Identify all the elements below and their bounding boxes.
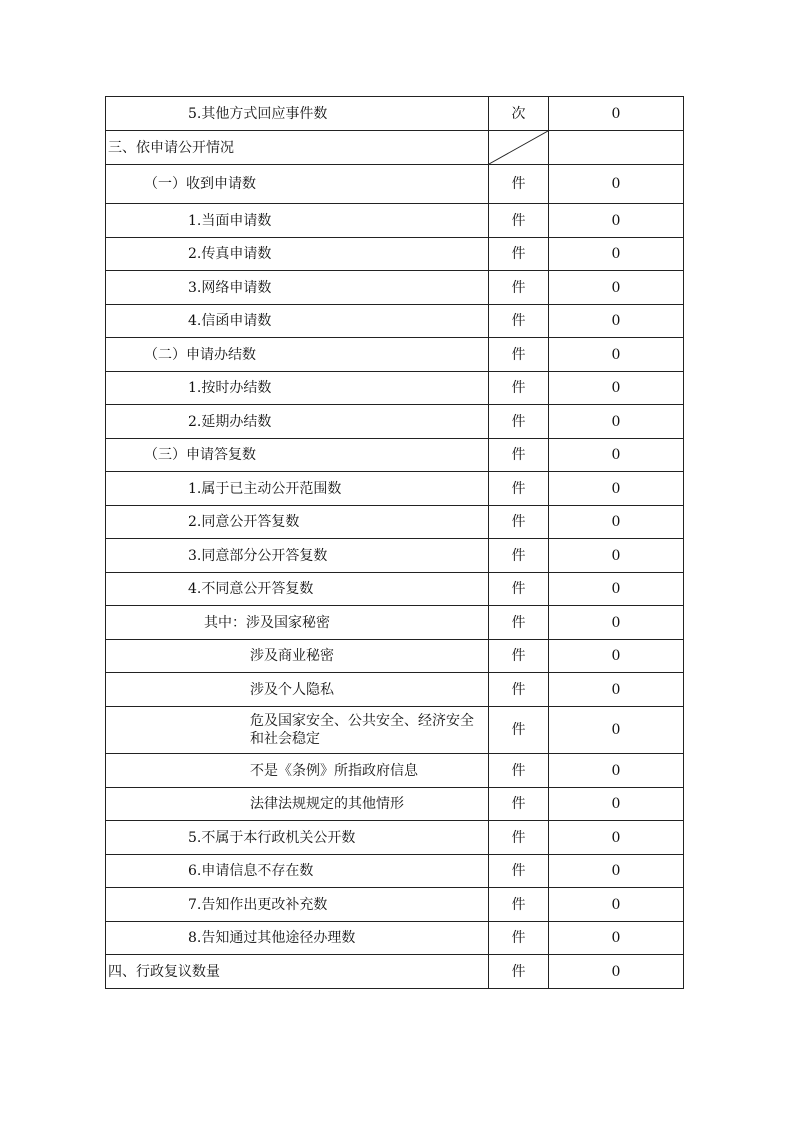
- table-row: [106, 506, 684, 539]
- value-cell: 0: [549, 372, 684, 405]
- statistics-table: [105, 96, 684, 989]
- item-label: 2.延期办结数: [106, 405, 489, 439]
- table-row: [106, 855, 684, 888]
- unit-cell: 件: [489, 405, 549, 439]
- unit-cell: 件: [489, 955, 549, 989]
- unit-cell: 件: [489, 506, 549, 539]
- unit-cell: 件: [489, 439, 549, 472]
- section-title: 四、行政复议数量: [106, 955, 489, 989]
- value-cell: 0: [549, 439, 684, 472]
- item-label: 7.告知作出更改补充数: [106, 888, 489, 922]
- diagonal-cell: [489, 131, 549, 165]
- table-row: [106, 305, 684, 338]
- item-label: （二）申请办结数: [106, 338, 489, 372]
- unit-cell: 件: [489, 305, 549, 338]
- item-label: 6.申请信息不存在数: [106, 855, 489, 888]
- unit-cell: 件: [489, 238, 549, 271]
- unit-cell: 件: [489, 754, 549, 788]
- item-label: 3.网络申请数: [106, 271, 489, 305]
- unit-cell: 件: [489, 788, 549, 821]
- value-cell: 0: [549, 338, 684, 372]
- unit-cell: 件: [489, 204, 549, 238]
- table-row: [106, 573, 684, 606]
- table-row: [106, 539, 684, 573]
- table-row: [106, 97, 684, 131]
- item-label: （一）收到申请数: [106, 165, 489, 204]
- table-row: [106, 640, 684, 673]
- item-label: 2.同意公开答复数: [106, 506, 489, 539]
- table-row: [106, 754, 684, 788]
- table-row: [106, 922, 684, 955]
- value-cell: 0: [549, 472, 684, 506]
- item-label: 1.当面申请数: [106, 204, 489, 238]
- unit-cell: 件: [489, 372, 549, 405]
- unit-cell: 件: [489, 573, 549, 606]
- unit-cell: 件: [489, 472, 549, 506]
- value-cell: 0: [549, 640, 684, 673]
- table-row: [106, 472, 684, 506]
- table-row: [106, 372, 684, 405]
- value-cell: 0: [549, 707, 684, 754]
- value-cell: 0: [549, 821, 684, 855]
- table-row: [106, 439, 684, 472]
- table-row: [106, 405, 684, 439]
- value-cell: 0: [549, 97, 684, 131]
- item-label: 4.信函申请数: [106, 305, 489, 338]
- table-row: [106, 271, 684, 305]
- item-label: 8.告知通过其他途径办理数: [106, 922, 489, 955]
- unit-cell: 件: [489, 707, 549, 754]
- item-label: 4.不同意公开答复数: [106, 573, 489, 606]
- unit-cell: 次: [489, 97, 549, 131]
- item-label: 5.不属于本行政机关公开数: [106, 821, 489, 855]
- table-row: [106, 788, 684, 821]
- item-label-cell: [106, 707, 489, 754]
- item-label: 3.同意部分公开答复数: [106, 539, 489, 573]
- value-cell: 0: [549, 405, 684, 439]
- table-row: [106, 707, 684, 754]
- value-cell: 0: [549, 539, 684, 573]
- table-row: [106, 821, 684, 855]
- value-cell: 0: [549, 922, 684, 955]
- table-row: [106, 204, 684, 238]
- table-row: [106, 673, 684, 707]
- value-cell: 0: [549, 606, 684, 640]
- value-cell: 0: [549, 855, 684, 888]
- item-label: 2.传真申请数: [106, 238, 489, 271]
- section-header-row: [106, 955, 684, 989]
- unit-cell: 件: [489, 338, 549, 372]
- value-cell: 0: [549, 573, 684, 606]
- value-cell: 0: [549, 788, 684, 821]
- item-label: 法律法规规定的其他情形: [106, 788, 489, 821]
- unit-cell: 件: [489, 673, 549, 707]
- table-row: [106, 238, 684, 271]
- value-cell: [549, 131, 684, 165]
- section-title: 三、依申请公开情况: [106, 131, 489, 165]
- diagonal-line-icon: [489, 131, 548, 164]
- item-label: 涉及个人隐私: [106, 673, 489, 707]
- item-label: 其中：涉及国家秘密: [106, 606, 489, 640]
- value-cell: 0: [549, 305, 684, 338]
- value-cell: 0: [549, 673, 684, 707]
- item-label: 危及国家安全、公共安全、经济安全和社会稳定: [250, 713, 474, 747]
- unit-cell: 件: [489, 855, 549, 888]
- table-row: [106, 606, 684, 640]
- section-header-row: [106, 131, 684, 165]
- unit-cell: 件: [489, 922, 549, 955]
- table-row: [106, 165, 684, 204]
- item-label: 5.其他方式回应事件数: [106, 97, 489, 131]
- value-cell: 0: [549, 955, 684, 989]
- unit-cell: 件: [489, 640, 549, 673]
- value-cell: 0: [549, 204, 684, 238]
- value-cell: 0: [549, 754, 684, 788]
- value-cell: 0: [549, 238, 684, 271]
- table-row: [106, 888, 684, 922]
- item-label: 涉及商业秘密: [106, 640, 489, 673]
- value-cell: 0: [549, 506, 684, 539]
- unit-cell: 件: [489, 888, 549, 922]
- value-cell: 0: [549, 888, 684, 922]
- table-row: [106, 338, 684, 372]
- item-label: （三）申请答复数: [106, 439, 489, 472]
- unit-cell: 件: [489, 821, 549, 855]
- value-cell: 0: [549, 271, 684, 305]
- unit-cell: 件: [489, 539, 549, 573]
- item-label: 1.属于已主动公开范围数: [106, 472, 489, 506]
- unit-cell: 件: [489, 271, 549, 305]
- unit-cell: 件: [489, 606, 549, 640]
- item-label: 不是《条例》所指政府信息: [106, 754, 489, 788]
- item-label: 1.按时办结数: [106, 372, 489, 405]
- unit-cell: 件: [489, 165, 549, 204]
- value-cell: 0: [549, 165, 684, 204]
